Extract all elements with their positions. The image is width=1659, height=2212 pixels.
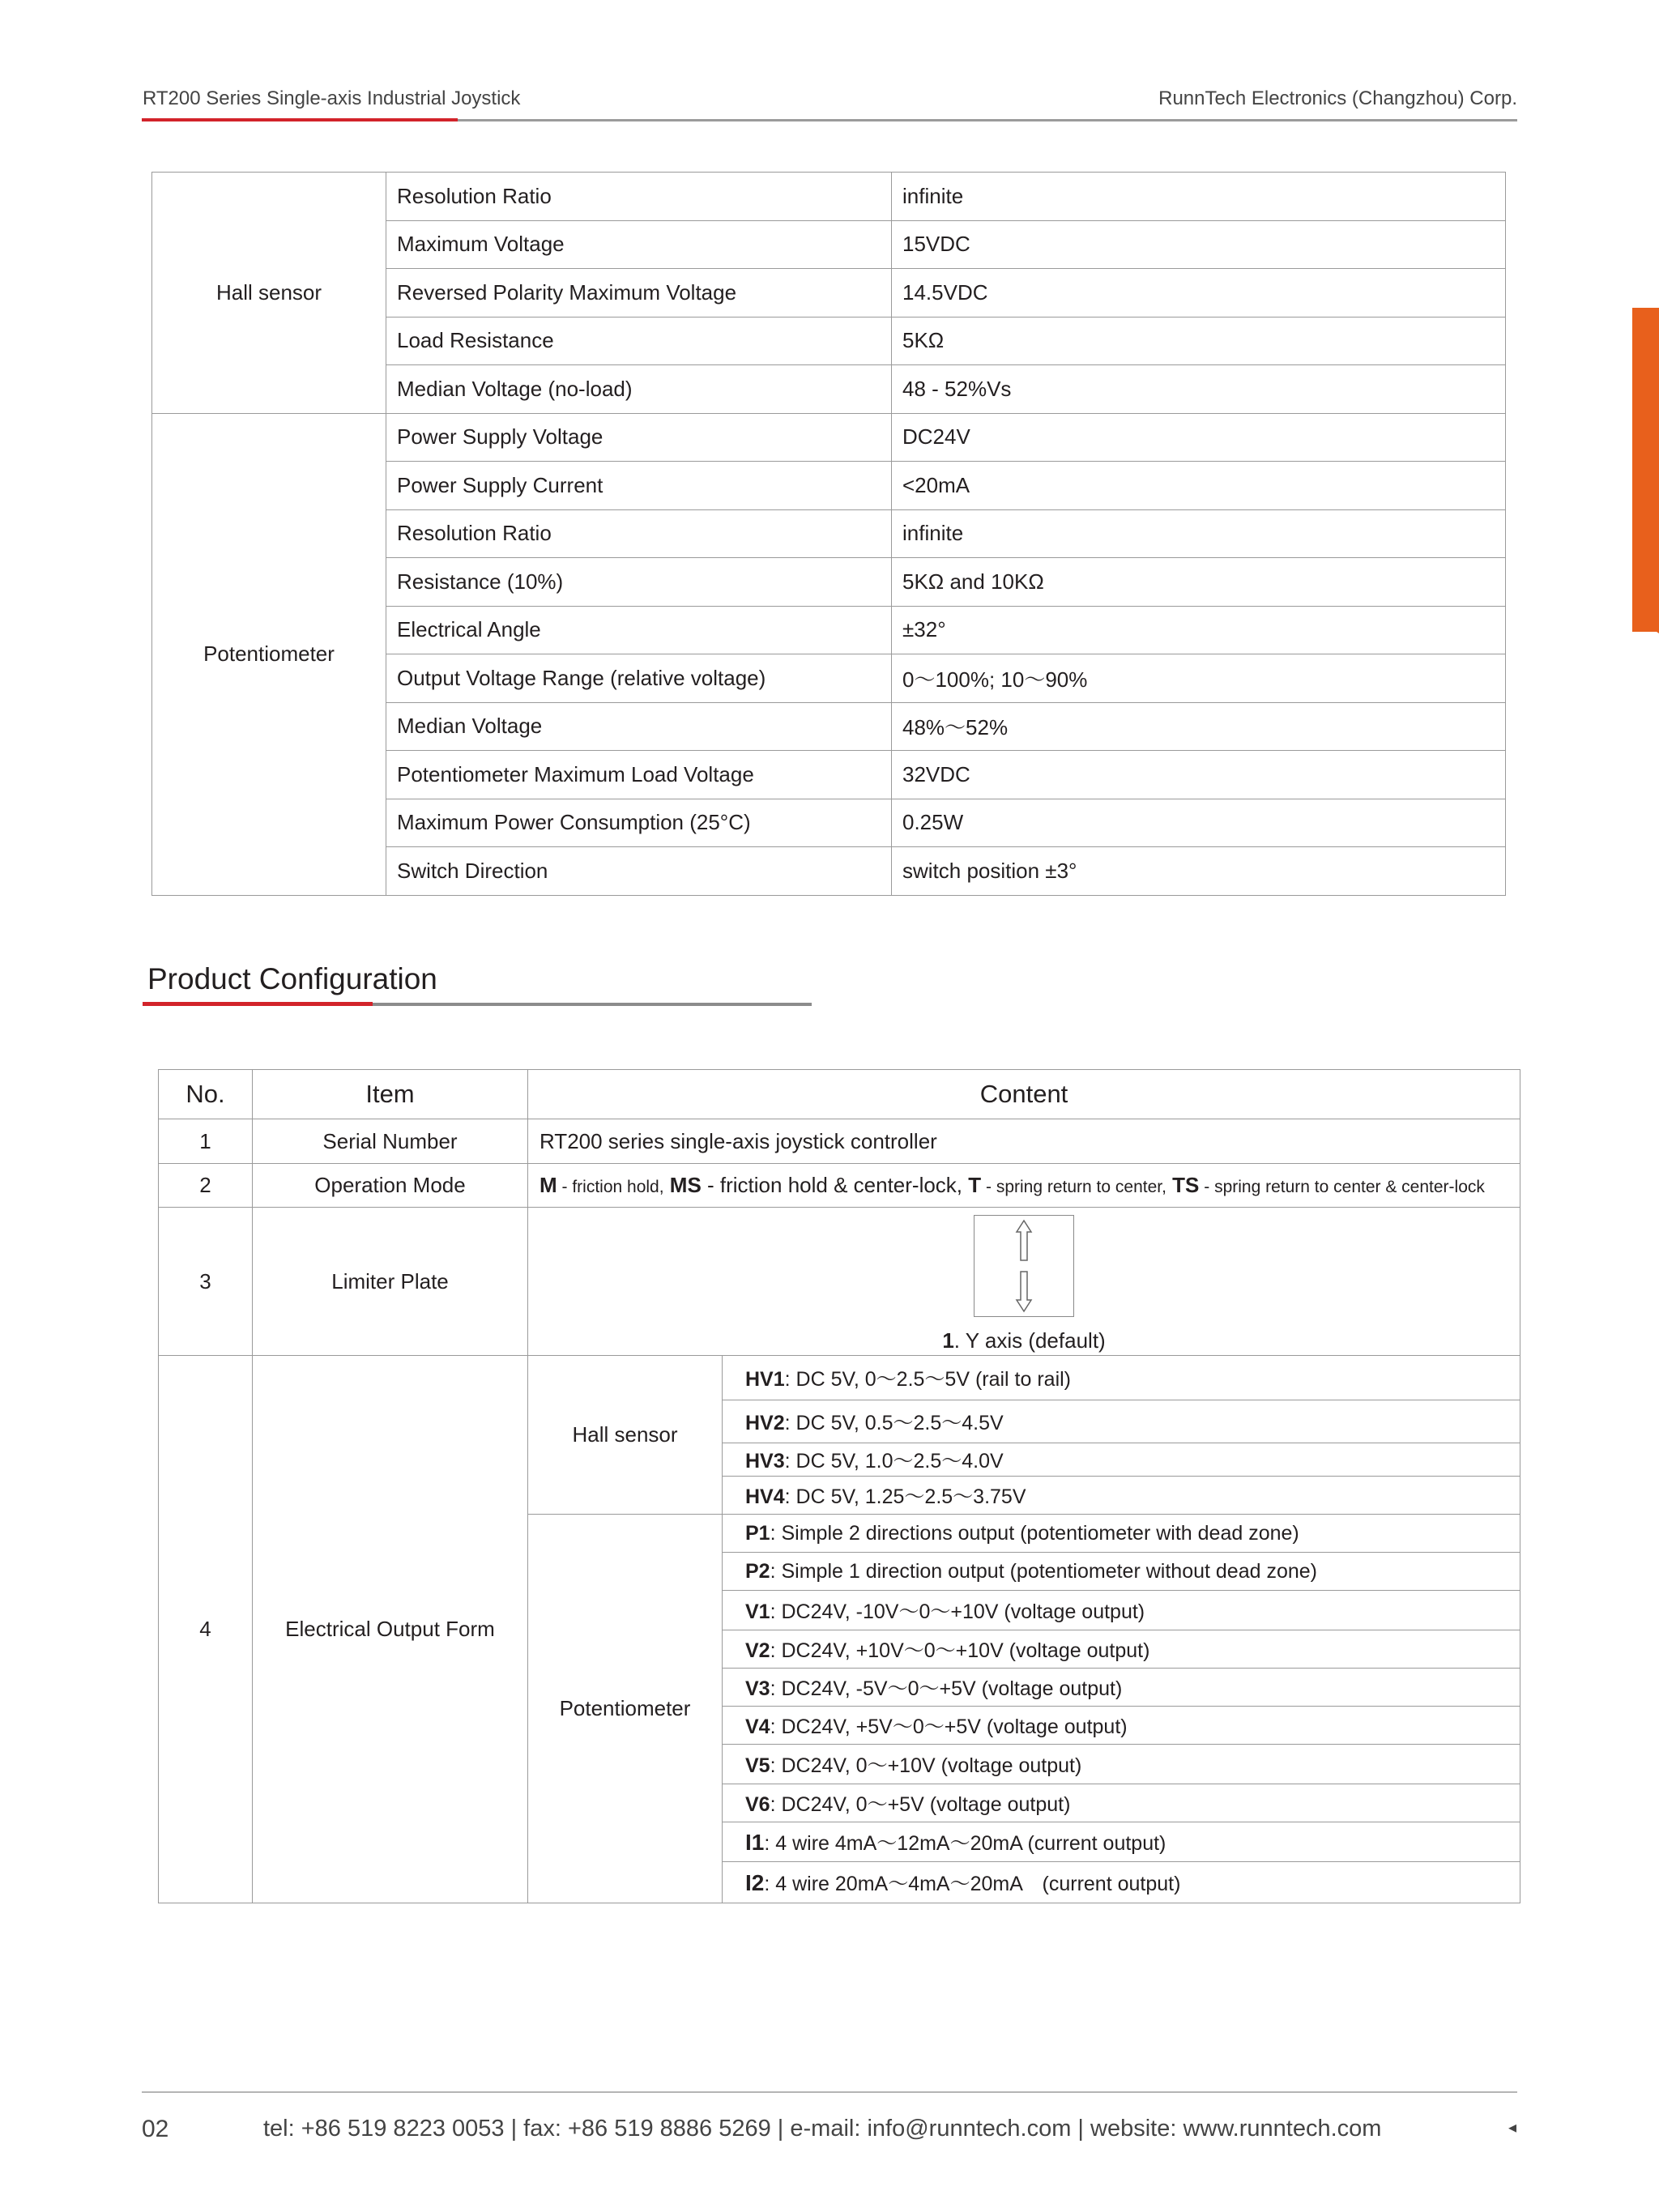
mode-code-ms: MS <box>669 1173 702 1197</box>
spec-value: 32VDC <box>892 751 1506 799</box>
spec-param: Resistance (10%) <box>386 558 892 607</box>
output-option: HV3: DC 5V, 1.0～2.5～4.0V <box>723 1443 1520 1477</box>
spec-value: infinite <box>892 173 1506 221</box>
header-company: RunnTech Electronics (Changzhou) Corp. <box>1158 87 1517 109</box>
row-item: Operation Mode <box>253 1164 528 1208</box>
limiter-plate-diagram <box>974 1215 1074 1317</box>
output-option: HV4: DC 5V, 1.25～2.5～3.75V <box>723 1477 1520 1515</box>
spec-param: Power Supply Current <box>386 462 892 510</box>
output-option: V4: DC24V, +5V～0～+5V (voltage output) <box>723 1707 1520 1745</box>
spec-category-hall: Hall sensor <box>152 173 386 414</box>
spec-value: 14.5VDC <box>892 269 1506 318</box>
spec-param: Switch Direction <box>386 847 892 896</box>
row-item: Electrical Output Form <box>253 1356 528 1903</box>
spec-param: Load Resistance <box>386 317 892 365</box>
configuration-table <box>158 1069 1520 1903</box>
spec-param: Maximum Power Consumption (25°C) <box>386 799 892 847</box>
footer-divider <box>142 2091 1517 2093</box>
spec-value: 5KΩ and 10KΩ <box>892 558 1506 607</box>
row-item: Serial Number <box>253 1119 528 1164</box>
mode-code-m: M <box>539 1173 557 1197</box>
spec-param: Potentiometer Maximum Load Voltage <box>386 751 892 799</box>
spec-value: 0.25W <box>892 799 1506 847</box>
row-content <box>528 1208 1520 1356</box>
section-title: Product Configuration <box>147 962 437 995</box>
side-tab <box>1632 308 1659 632</box>
spec-category-pot: Potentiometer <box>152 413 386 895</box>
output-option: P1: Simple 2 directions output (potentiometer with dead zone) <box>723 1515 1520 1553</box>
config-row-limiter <box>159 1208 1520 1356</box>
output-option: P2: Simple 1 direction output (potentiometer without dead zone) <box>723 1553 1520 1591</box>
config-row-serial <box>159 1119 1520 1164</box>
output-group-hall: Hall sensor <box>528 1356 723 1515</box>
col-header-no: No. <box>159 1070 253 1119</box>
spec-table <box>151 172 1506 896</box>
mode-desc-ts: - spring return to center & center-lock <box>1199 1178 1485 1196</box>
limiter-option-text: . Y axis (default) <box>953 1328 1106 1353</box>
spec-value: infinite <box>892 509 1506 558</box>
spec-param: Power Supply Voltage <box>386 413 892 462</box>
spec-param: Output Voltage Range (relative voltage) <box>386 654 892 703</box>
spec-value: <20mA <box>892 462 1506 510</box>
spec-param: Reversed Polarity Maximum Voltage <box>386 269 892 318</box>
config-header-row <box>159 1070 1520 1119</box>
limiter-option-number: 1 <box>942 1328 954 1353</box>
page-number: 02 <box>142 2116 169 2142</box>
limiter-caption <box>528 1328 1520 1353</box>
row-content: RT200 series single-axis joystick controller <box>528 1119 1520 1164</box>
output-option: V6: DC24V, 0～+5V (voltage output) <box>723 1784 1520 1822</box>
spec-row <box>152 173 1506 221</box>
row-item: Limiter Plate <box>253 1208 528 1356</box>
config-row-operation-mode <box>159 1164 1520 1208</box>
header-accent-line <box>142 118 458 121</box>
spec-param: Maximum Voltage <box>386 220 892 269</box>
spec-value: 0～100%; 10～90% <box>892 654 1506 703</box>
y-axis-arrows-icon <box>975 1216 1073 1316</box>
output-option: V5: DC24V, 0～+10V (voltage output) <box>723 1745 1520 1784</box>
section-title-accent <box>143 1002 373 1006</box>
output-option: HV2: DC 5V, 0.5～2.5～4.5V <box>723 1400 1520 1443</box>
spec-value: 48%～52% <box>892 702 1506 751</box>
output-option: I2: 4 wire 20mA～4mA～20mA (current output) <box>723 1862 1520 1903</box>
row-no: 4 <box>159 1356 253 1903</box>
mode-desc-ms: - friction hold & center-lock, <box>701 1173 963 1197</box>
spec-row <box>152 413 1506 462</box>
spec-value: 5KΩ <box>892 317 1506 365</box>
header-doc-title: RT200 Series Single-axis Industrial Joystick <box>143 87 521 109</box>
spec-value: ±32° <box>892 606 1506 654</box>
output-option: HV1: DC 5V, 0～2.5～5V (rail to rail) <box>723 1356 1520 1400</box>
footer-contact: tel: +86 519 8223 0053 | fax: +86 519 8886 5269 | e-mail: info@runntech.com | website: www.runntech.com <box>263 2116 1382 2142</box>
output-option: I1: 4 wire 4mA～12mA～20mA (current output) <box>723 1822 1520 1862</box>
col-header-item: Item <box>253 1070 528 1119</box>
row-no: 3 <box>159 1208 253 1356</box>
col-header-content: Content <box>528 1070 1520 1119</box>
row-no: 2 <box>159 1164 253 1208</box>
previous-page-arrow-icon[interactable]: ◂ <box>1508 2119 1517 2137</box>
spec-value: 15VDC <box>892 220 1506 269</box>
spec-value: switch position ±3° <box>892 847 1506 896</box>
row-no: 1 <box>159 1119 253 1164</box>
output-option: V3: DC24V, -5V～0～+5V (voltage output) <box>723 1669 1520 1707</box>
spec-param: Median Voltage (no-load) <box>386 365 892 414</box>
spec-param: Resolution Ratio <box>386 173 892 221</box>
mode-code-ts: TS <box>1172 1173 1200 1197</box>
output-option: V1: DC24V, -10V～0～+10V (voltage output) <box>723 1591 1520 1630</box>
spec-param: Median Voltage <box>386 702 892 751</box>
mode-desc-t: - spring return to center, <box>981 1178 1166 1196</box>
spec-value: DC24V <box>892 413 1506 462</box>
spec-param: Electrical Angle <box>386 606 892 654</box>
output-group-pot: Potentiometer <box>528 1515 723 1903</box>
row-content <box>528 1164 1520 1208</box>
mode-desc-m: - friction hold, <box>557 1178 664 1196</box>
output-option: V2: DC24V, +10V～0～+10V (voltage output) <box>723 1630 1520 1669</box>
spec-param: Resolution Ratio <box>386 509 892 558</box>
mode-code-t: T <box>968 1173 982 1197</box>
config-row-output <box>159 1356 1520 1400</box>
spec-value: 48 - 52%Vs <box>892 365 1506 414</box>
side-tab-tip <box>1632 616 1659 633</box>
